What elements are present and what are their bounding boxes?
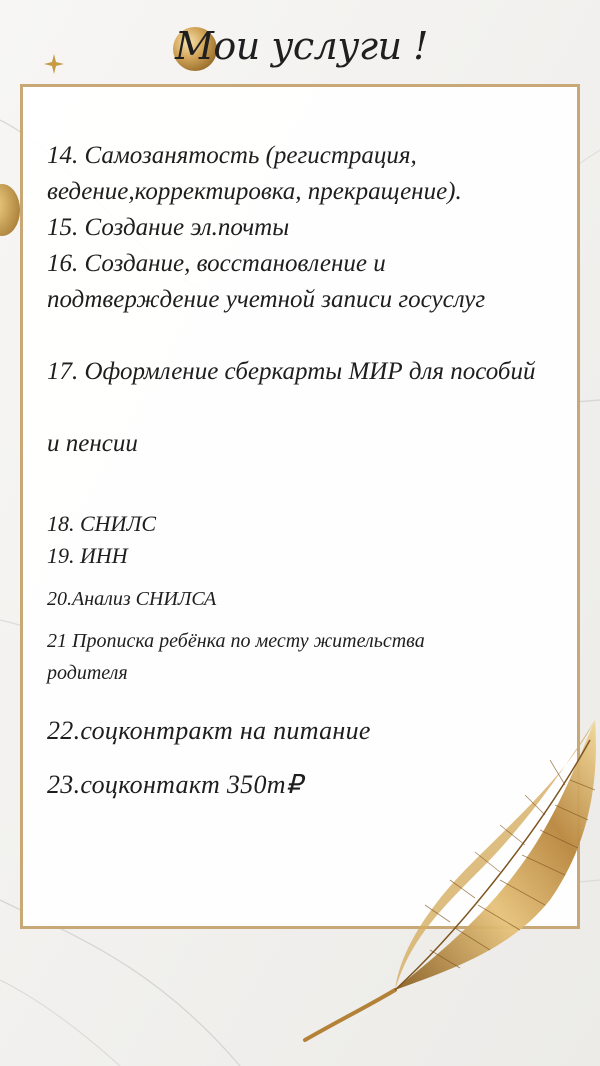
- service-item-17-line2: и пенсии: [47, 430, 138, 457]
- star-icon: [42, 52, 66, 76]
- service-item-20: 20.Анализ СНИЛСА: [47, 588, 217, 610]
- service-item-17: [47, 318, 600, 498]
- service-item-18: 18. СНИЛС: [47, 511, 157, 536]
- page-title: Мои услуги !: [175, 24, 428, 68]
- service-item-14: 14. Самозанятость (регистрация, ведение,корректировка, прекращение).: [47, 142, 462, 205]
- service-item-22: 22.соцконтракт на питание: [47, 716, 371, 745]
- feather-icon: [300, 700, 600, 1066]
- service-item-17-line1: 17. Оформление сберкарты МИР для пособий: [47, 358, 536, 385]
- service-item-19: 19. ИНН: [47, 543, 128, 568]
- service-item-15: 15. Создание эл.почты: [47, 214, 290, 241]
- service-item-23: 23.соцконтакт 350т₽: [47, 770, 303, 799]
- service-item-16: 16. Создание, восстановление и подтверждение учетной записи госуслуг: [47, 250, 486, 313]
- service-item-21: 21 Прописка ребёнка по месту жительства родителя: [47, 630, 425, 684]
